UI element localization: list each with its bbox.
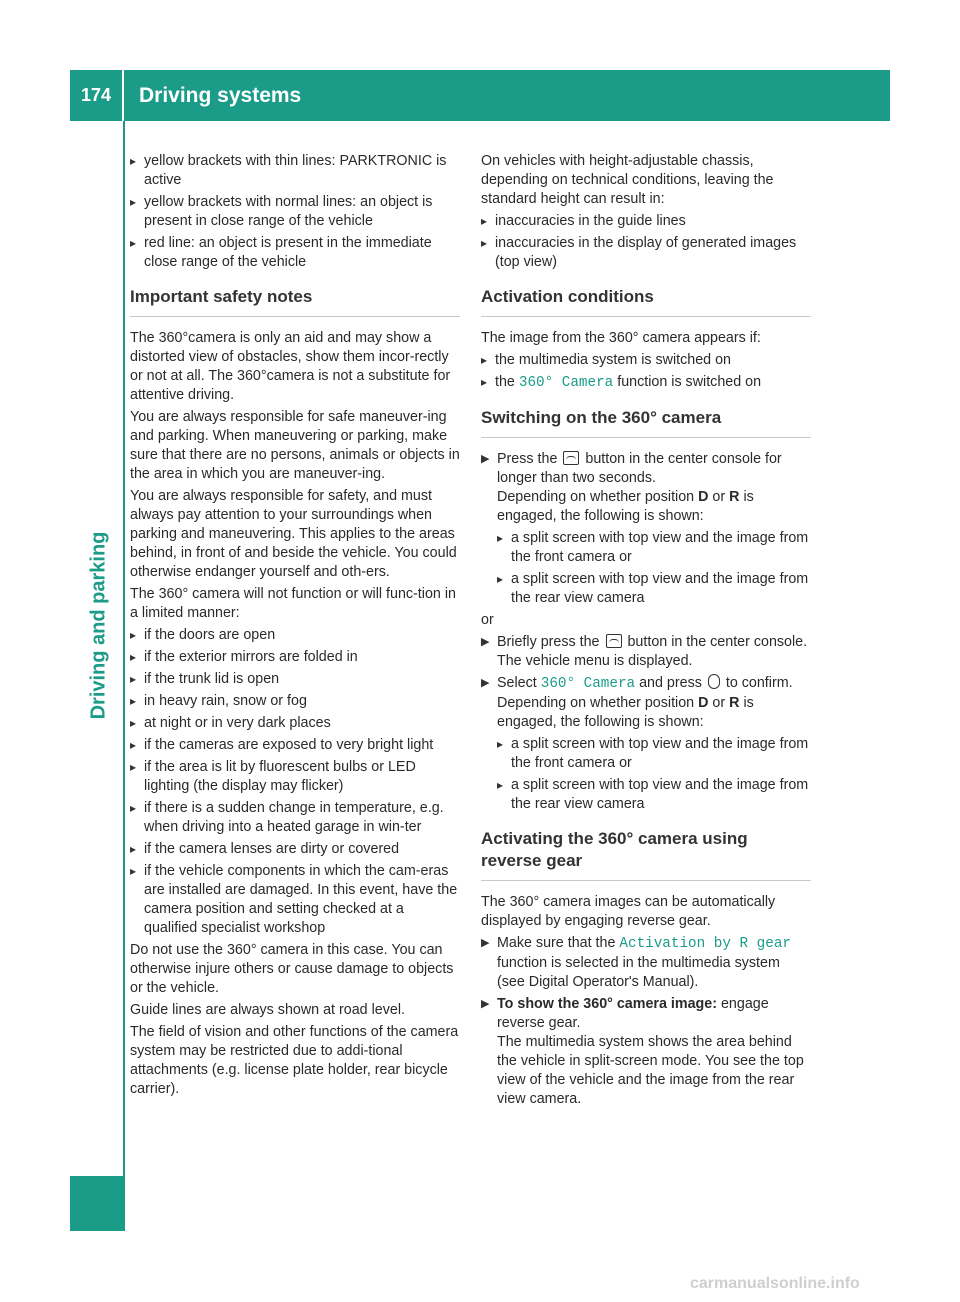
text: engaged, the following is shown: [497, 508, 704, 524]
paragraph-or: or [481, 612, 494, 628]
section-label: Driving and parking [87, 531, 110, 719]
paragraph: On vehicles with height-adjustable chassis, depending on technical conditions, leaving the standard height can result in: [481, 153, 774, 207]
text: Briefly press the [497, 634, 600, 650]
paragraph: You are always responsible for safe maneuver-ing and parking. When maneuvering or parking, make sure that there are no persons, animals or objects in the area in which you are maneuver-ing. [130, 409, 460, 482]
gear-d: D [698, 695, 709, 711]
list-item: ▸ if the trunk lid is open [130, 670, 460, 689]
right-column [481, 152, 811, 1112]
text: Depending on whether position [497, 489, 695, 505]
text: button in the center console for longer than two seconds. [497, 451, 782, 486]
text: or [712, 695, 726, 711]
page-number: 174 [70, 70, 124, 121]
list-item: ▸ a split screen with top view and the image from the front camera or [497, 529, 811, 567]
text: Select [497, 675, 537, 691]
section-tab [84, 531, 114, 719]
text: is [743, 489, 754, 505]
list-item: ▸ if there is a sudden change in temperature, e.g. when driving into a heated garage in win-ter [130, 799, 460, 837]
text: function is switched on [617, 374, 762, 390]
text: Press the [497, 451, 558, 467]
instruction-step [481, 450, 811, 526]
text: engaged, the following is shown: [497, 714, 704, 730]
menu-code: Activation by R gear [619, 936, 791, 952]
list-item: ▸ if the camera lenses are dirty or covered [130, 840, 460, 859]
heading-reverse-gear: Activating the 360° camera using reverse gear [481, 828, 811, 881]
heading-important-safety-notes: Important safety notes [130, 286, 460, 317]
list-item: ▸ yellow brackets with thin lines: PARKTRONIC is active [130, 152, 460, 190]
paragraph: Do not use the 360° camera in this case. You can otherwise injure others or cause damage to objects or the vehicle. [130, 942, 454, 996]
paragraph: The 360° camera will not function or will func-tion in a limited manner: [130, 586, 456, 621]
list-item [481, 373, 811, 393]
menu-code: 360° Camera [518, 375, 614, 391]
list-item: ▸ if the doors are open [130, 626, 460, 645]
list-item: ▸ at night or in very dark places [130, 714, 460, 733]
list-item: ▸ inaccuracies in the guide lines [481, 212, 811, 231]
list-item: ▸ in heavy rain, snow or fog [130, 692, 460, 711]
list-item: ▸ red line: an object is present in the immediate close range of the vehicle [130, 234, 460, 272]
text: button in the center console. [627, 634, 808, 650]
list-item: ▸ a split screen with top view and the image from the front camera or [497, 735, 811, 773]
heading-activation-conditions: Activation conditions [481, 286, 811, 317]
camera-button-icon [563, 451, 579, 465]
list-item: ▸ if the exterior mirrors are folded in [130, 648, 460, 667]
instruction-step [481, 674, 811, 732]
text: is [743, 695, 754, 711]
paragraph: The image from the 360° camera appears if: [481, 330, 761, 346]
gear-d: D [698, 489, 709, 505]
paragraph: The 360° camera images can be automatically displayed by engaging reverse gear. [481, 894, 776, 929]
page-title: Driving systems [139, 83, 302, 107]
heading-switching-on: Switching on the 360° camera [481, 407, 811, 438]
left-column [130, 152, 460, 1102]
watermark: carmanualsonline.info [690, 1275, 860, 1292]
instruction-step [481, 934, 811, 992]
list-item: ▸ yellow brackets with normal lines: an object is present in close range of the vehicle [130, 193, 460, 231]
paragraph: Guide lines are always shown at road level. [130, 1002, 405, 1018]
text: engage reverse gear. [497, 996, 769, 1031]
menu-code: 360° Camera [540, 676, 636, 692]
instruction-step [481, 995, 811, 1109]
text: or [712, 489, 726, 505]
text: Make sure that the [497, 935, 616, 951]
paragraph: The 360°camera is only an aid and may show a distorted view of obstacles, show them incor-rectly or not at all. The 360°camera is not a substitute for attentive driving. [130, 330, 451, 403]
gear-r: R [729, 489, 740, 505]
text: The multimedia system shows the area behind the vehicle in split-screen mode. You see the top view of the vehicle and the image from the rear view camera. [497, 1034, 804, 1107]
list-item: ▸ if the area is lit by fluorescent bulbs or LED lighting (the display may flicker) [130, 758, 460, 796]
list-item: ▸ a split screen with top view and the image from the rear view camera [497, 776, 811, 814]
text: The vehicle menu is displayed. [497, 653, 693, 669]
list-item: ▸ inaccuracies in the display of generated images (top view) [481, 234, 811, 272]
list-item: ▸ if the cameras are exposed to very bright light [130, 736, 460, 755]
camera-button-icon [606, 634, 622, 648]
list-item: ▸ the multimedia system is switched on [481, 351, 811, 370]
text: and press [639, 675, 702, 691]
page-header [70, 70, 890, 121]
text: to confirm. [725, 675, 793, 691]
text: function is selected in the multimedia system (see Digital Operator's Manual). [497, 955, 780, 990]
step-title: To show the 360° camera image: [497, 996, 717, 1012]
instruction-step [481, 633, 811, 671]
list-item: ▸ a split screen with top view and the image from the rear view camera [497, 570, 811, 608]
paragraph: The field of vision and other functions of the camera system may be restricted due to addi-tional attachments (e.g. license plate holder, rear bicycle carrier). [130, 1024, 459, 1097]
gear-r: R [729, 695, 740, 711]
paragraph: You are always responsible for safety, and must always pay attention to your surroundings when parking and maneuvering. This applies to the areas behind, in front of and beside the vehicle. You could otherwise endanger yourself and oth-ers. [130, 488, 457, 580]
section-marker [70, 1176, 125, 1231]
text: the [495, 374, 515, 390]
list-item: ▸ if the vehicle components in which the cam-eras are installed are damaged. In this event, have the camera position and setting checked at a qualified specialist workshop [130, 862, 460, 938]
controller-knob-icon [708, 674, 720, 689]
text: Depending on whether position [497, 695, 695, 711]
